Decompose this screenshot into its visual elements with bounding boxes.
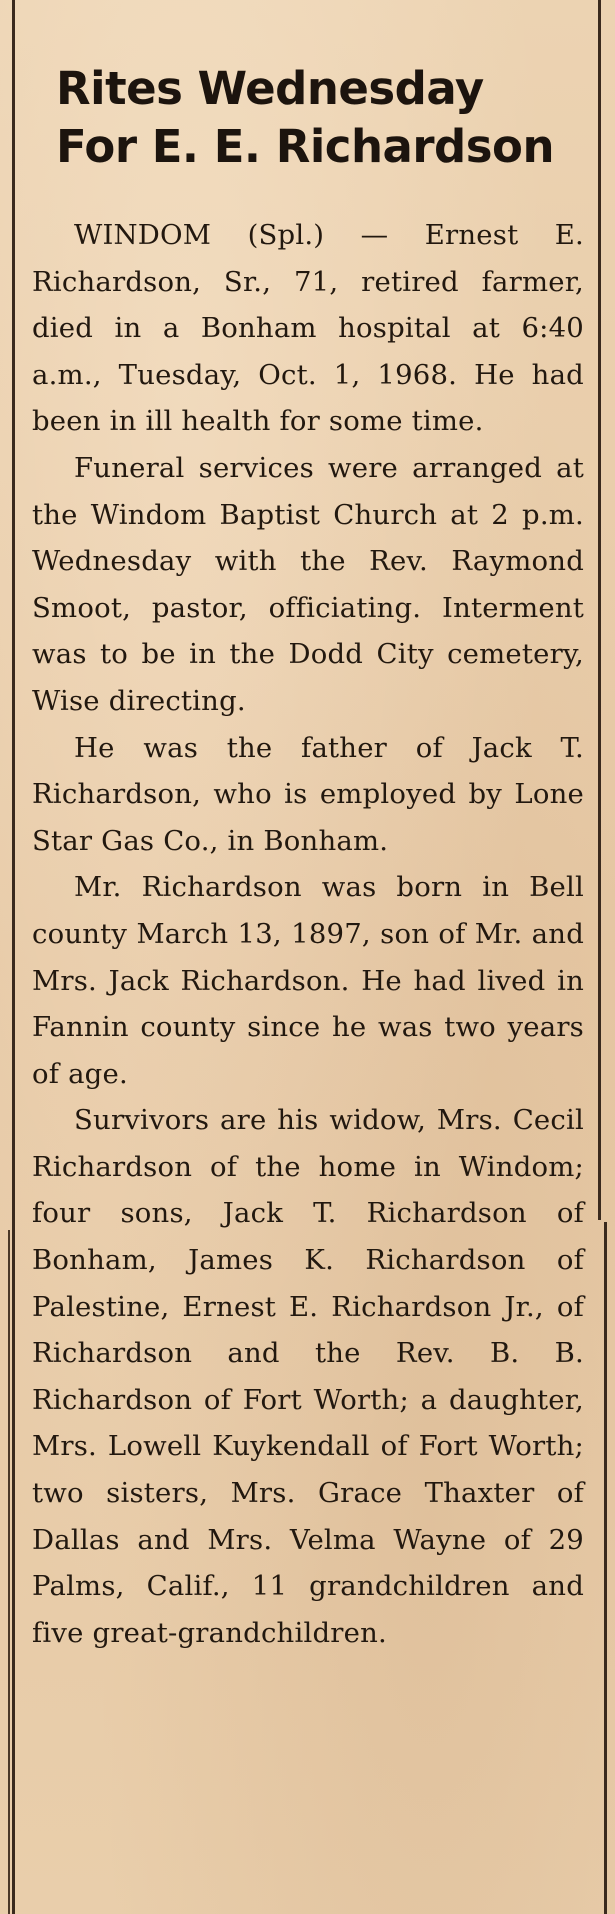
paragraph-funeral-services: Funeral services were arranged at the Windom Baptist Church at 2 p.m. Wednesday with the Rev. Raymond Smoot, pastor, officiating. Interment was to be in the Dodd City cemetery, Wise directing.	[32, 451, 584, 717]
paragraph-family-relation: He was the father of Jack T. Richardson, who is employed by Lone Star Gas Co., in Bonham.	[32, 731, 584, 857]
headline-line-1: Rites Wednesday	[56, 62, 484, 115]
article-body	[32, 212, 584, 1656]
paragraph-death-notice: WINDOM (Spl.) — Ernest E. Richardson, Sr., 71, retired farmer, died in a Bonham hospital at 6:40 a.m., Tuesday, Oct. 1, 1968. He had been in ill health for some time.	[32, 219, 584, 438]
paragraph-biography: Mr. Richardson was born in Bell county March 13, 1897, son of Mr. and Mrs. Jack Richardson. He had lived in Fannin county since he was two years of age.	[32, 871, 584, 1090]
column-rule-left-lower	[8, 1230, 10, 1914]
headline	[56, 60, 586, 176]
paragraph-survivors: Survivors are his widow, Mrs. Cecil Richardson of the home in Windom; four sons, Jack T. Richardson of Bonham, James K. Richardson of Palestine, Ernest E. Richardson Jr., of Richardson and the Rev. B. B. Richardson of Fort Worth; a daughter, Mrs. Lowell Kuykendall of Fort Worth; two sisters, Mrs. Grace Thaxter of Dallas and Mrs. Velma Wayne of 29 Palms, Calif., 11 grandchildren and five great-grandchildren.	[32, 1104, 584, 1649]
headline-line-2: For E. E. Richardson	[56, 120, 554, 173]
column-rule-left	[12, 0, 15, 1914]
column-rule-right-bottom	[604, 1222, 607, 1914]
column-rule-right-top	[598, 0, 601, 1220]
